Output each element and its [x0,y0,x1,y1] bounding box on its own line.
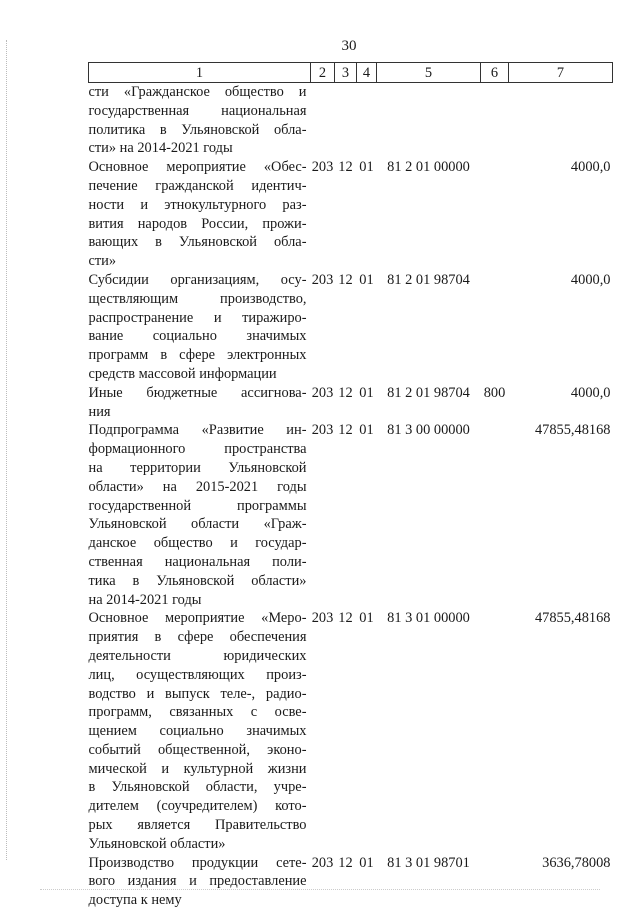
row-subsection: 01 [357,854,377,910]
row-admin-code: 203 [311,854,335,910]
scan-margin-artifact [6,40,9,860]
row-expense-type: 800 [481,384,509,422]
row-name-line: Субсидии организациям, осу- [89,271,307,290]
row-name-line: событий общественной, эконо- [89,741,307,760]
row-name-line: деятельности юридических [89,647,307,666]
header-col-5: 5 [377,63,481,83]
row-name-line: распространение и тиражиро- [89,309,307,328]
row-section: 12 [335,421,357,609]
row-target-article [377,83,481,159]
row-admin-code: 203 [311,421,335,609]
row-amount: 47855,48168 [509,421,613,609]
row-name-line: щением социально значимых [89,722,307,741]
row-name-line: ственная национальная поли- [89,553,307,572]
header-col-2: 2 [311,63,335,83]
row-expense-type [481,83,509,159]
header-col-3: 3 [335,63,357,83]
row-expense-type [481,158,509,271]
budget-table [88,62,613,910]
row-name-line: государственная национальная [89,102,307,121]
row-name-line: приятия в сфере обеспечения [89,628,307,647]
table-row [89,158,613,271]
row-name-line: ния [89,403,307,422]
row-name-line: водство и выпуск теле-, радио- [89,685,307,704]
row-name-line: Основное мероприятие «Меро- [89,609,307,628]
table-row [89,421,613,609]
row-name-line: печение гражданской идентич- [89,177,307,196]
row-name-line: программ, связанных с осве- [89,703,307,722]
row-subsection: 01 [357,384,377,422]
row-name-line: вития народов России, прожи- [89,215,307,234]
row-name-cell [89,609,311,853]
row-name-line: на территории Ульяновской [89,459,307,478]
row-name-line: политика в Ульяновской обла- [89,121,307,140]
table-row [89,83,613,159]
table-row [89,271,613,384]
row-subsection: 01 [357,271,377,384]
row-name-line: Производство продукции сете- [89,854,307,873]
row-name-line: вого издания и предоставление [89,872,307,891]
row-name-line: мической и культурной жизни [89,760,307,779]
row-name-line: на 2014-2021 годы [89,591,307,610]
row-name-line: Ульяновской области» [89,835,307,854]
header-col-6: 6 [481,63,509,83]
row-subsection: 01 [357,609,377,853]
table-row [89,609,613,853]
row-expense-type [481,271,509,384]
row-target-article: 81 3 00 00000 [377,421,481,609]
row-target-article: 81 2 01 98704 [377,384,481,422]
row-name-line: Основное мероприятие «Обес- [89,158,307,177]
row-section: 12 [335,609,357,853]
row-admin-code: 203 [311,158,335,271]
row-name-line: сти» на 2014-2021 годы [89,139,307,158]
row-amount: 3636,78008 [509,854,613,910]
row-section [335,83,357,159]
row-name-line: средств массовой информации [89,365,307,384]
row-name-line: лиц, осуществляющих произ- [89,666,307,685]
row-section: 12 [335,158,357,271]
row-name-line: данское общество и государ- [89,534,307,553]
row-name-line: сти «Гражданское общество и [89,83,307,102]
row-name-line: Ульяновской области «Граж- [89,515,307,534]
row-name-line: формационного пространства [89,440,307,459]
row-expense-type [481,421,509,609]
row-name-cell [89,158,311,271]
row-name-line: ществляющим производство, [89,290,307,309]
row-target-article: 81 2 01 98704 [377,271,481,384]
row-amount [509,83,613,159]
page-number: 30 [0,38,640,55]
row-target-article: 81 3 01 98701 [377,854,481,910]
row-amount: 47855,48168 [509,609,613,853]
table-body [89,83,613,910]
row-name-line: тика в Ульяновской области» [89,572,307,591]
row-name-line: ности и этнокультурного раз- [89,196,307,215]
row-admin-code [311,83,335,159]
row-section: 12 [335,854,357,910]
row-name-cell [89,83,311,159]
row-target-article: 81 3 01 00000 [377,609,481,853]
header-row [89,63,613,83]
row-target-article: 81 2 01 00000 [377,158,481,271]
row-name-cell [89,271,311,384]
row-admin-code: 203 [311,271,335,384]
row-name-line: дителем (соучредителем) кото- [89,797,307,816]
row-name-line: сти» [89,252,307,271]
row-name-line: государственной программы [89,497,307,516]
row-amount: 4000,0 [509,158,613,271]
row-amount: 4000,0 [509,271,613,384]
header-col-4: 4 [357,63,377,83]
table-row [89,854,613,910]
row-name-cell [89,421,311,609]
row-subsection [357,83,377,159]
row-expense-type [481,854,509,910]
table-row [89,384,613,422]
table-header [89,63,613,83]
row-admin-code: 203 [311,609,335,853]
row-section: 12 [335,384,357,422]
row-name-line: области» на 2015-2021 годы [89,478,307,497]
row-section: 12 [335,271,357,384]
row-name-line: вание социально значимых [89,327,307,346]
row-amount: 4000,0 [509,384,613,422]
row-name-line: рых является Правительство [89,816,307,835]
row-name-line: Подпрограмма «Развитие ин- [89,421,307,440]
row-subsection: 01 [357,421,377,609]
header-col-1: 1 [89,63,311,83]
row-name-line: в Ульяновской области, учре- [89,778,307,797]
row-name-line: программ в сфере электронных [89,346,307,365]
row-name-line: доступа к нему [89,891,307,910]
row-subsection: 01 [357,158,377,271]
scan-bottom-artifact [40,889,600,891]
row-name-line: Иные бюджетные ассигнова- [89,384,307,403]
row-name-cell [89,854,311,910]
row-expense-type [481,609,509,853]
header-col-7: 7 [509,63,613,83]
row-name-cell [89,384,311,422]
row-admin-code: 203 [311,384,335,422]
row-name-line: вающих в Ульяновской обла- [89,233,307,252]
